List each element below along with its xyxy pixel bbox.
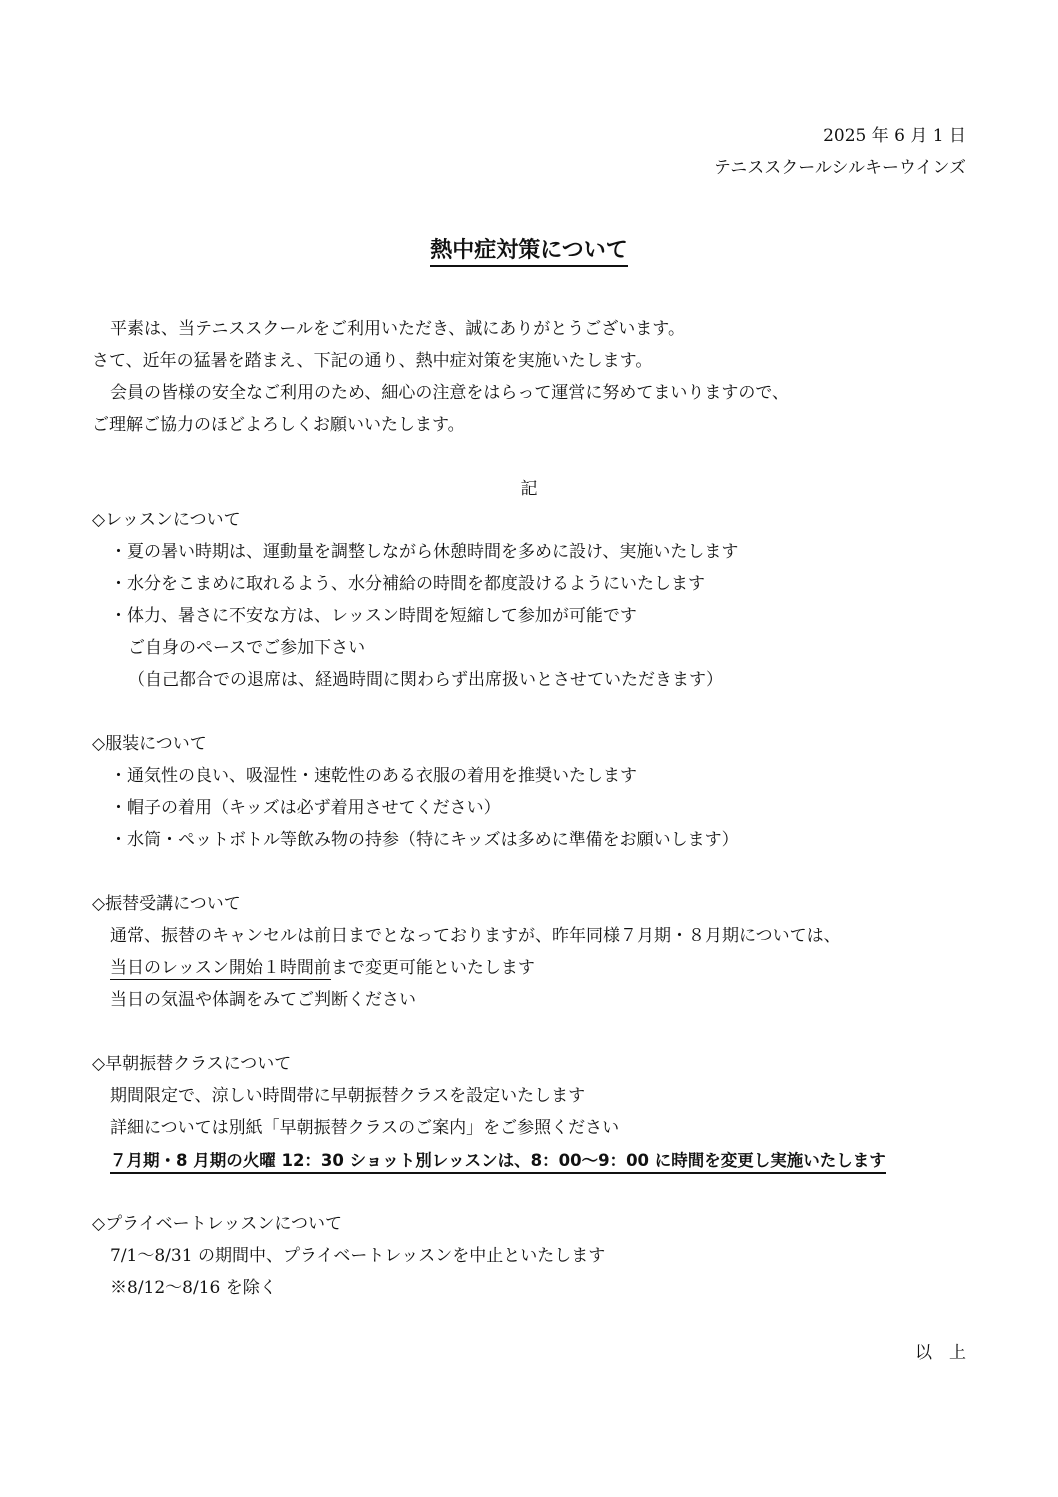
section-heading-private: ◇プライベートレッスンについて: [92, 1214, 343, 1234]
early-line: 期間限定で、涼しい時間帯に早朝振替クラスを設定いたします: [110, 1086, 586, 1106]
clothing-line: ・水筒・ペットボトル等飲み物の持参（特にキッズは多めに準備をお願いします）: [110, 830, 739, 850]
makeup-deadline-rest: まで変更可能といたします: [330, 958, 535, 978]
early-schedule-notice: ７月期・8 月期の火曜 12：30 ショット別レッスンは、8：00〜9：00 に時間を変更し実施いたします: [110, 1150, 886, 1172]
date: 2025 年 6 月 1 日: [823, 126, 966, 146]
early-line: 詳細については別紙「早朝振替クラスのご案内」をご参照ください: [110, 1118, 620, 1138]
page-title: 熱中症対策について: [0, 237, 1058, 265]
lesson-line: ・夏の暑い時期は、運動量を調整しながら休憩時間を多めに設け、実施いたします: [110, 542, 739, 562]
lesson-line: ・体力、暑さに不安な方は、レッスン時間を短縮して参加が可能です: [110, 606, 637, 626]
section-heading-lesson: ◇レッスンについて: [92, 510, 241, 530]
makeup-line: [110, 957, 535, 979]
ki-heading: 記: [520, 479, 538, 499]
section-heading-early: ◇早朝振替クラスについて: [92, 1054, 292, 1074]
lesson-line: ・水分をこまめに取れるよう、水分補給の時間を都度設けるようにいたします: [110, 574, 705, 594]
section-heading-clothing: ◇服装について: [92, 734, 207, 754]
lesson-line: ご自身のペースでご参加下さい: [128, 638, 366, 658]
clothing-line: ・通気性の良い、吸湿性・速乾性のある衣服の着用を推奨いたします: [110, 766, 637, 786]
intro-line: ご理解ご協力のほどよろしくお願いいたします。: [92, 415, 465, 435]
intro-line: 平素は、当テニススクールをご利用いただき、誠にありがとうございます。: [110, 319, 685, 339]
organization-name: テニススクールシルキーウインズ: [713, 158, 966, 178]
makeup-line: 通常、振替のキャンセルは前日までとなっておりますが、昨年同様７月期・８月期については、: [110, 926, 841, 946]
makeup-line: 当日の気温や体調をみてご判断ください: [110, 990, 416, 1010]
clothing-line: ・帽子の着用（キッズは必ず着用させてください）: [110, 798, 501, 818]
lesson-line: （自己都合での退席は、経過時間に関わらず出席扱いとさせていただきます）: [128, 670, 723, 690]
intro-line: さて、近年の猛暑を踏まえ、下記の通り、熱中症対策を実施いたします。: [92, 351, 653, 371]
section-heading-makeup: ◇振替受講について: [92, 894, 241, 914]
intro-line: 会員の皆様の安全なご利用のため、細心の注意をはらって運営に努めてまいりますので、: [110, 383, 789, 403]
makeup-deadline-underlined: 当日のレッスン開始１時間前: [110, 958, 331, 978]
private-line: 7/1〜8/31 の期間中、プライベートレッスンを中止といたします: [110, 1246, 606, 1266]
closing-mark: 以 上: [915, 1343, 966, 1363]
private-line: ※8/12〜8/16 を除く: [110, 1278, 277, 1298]
